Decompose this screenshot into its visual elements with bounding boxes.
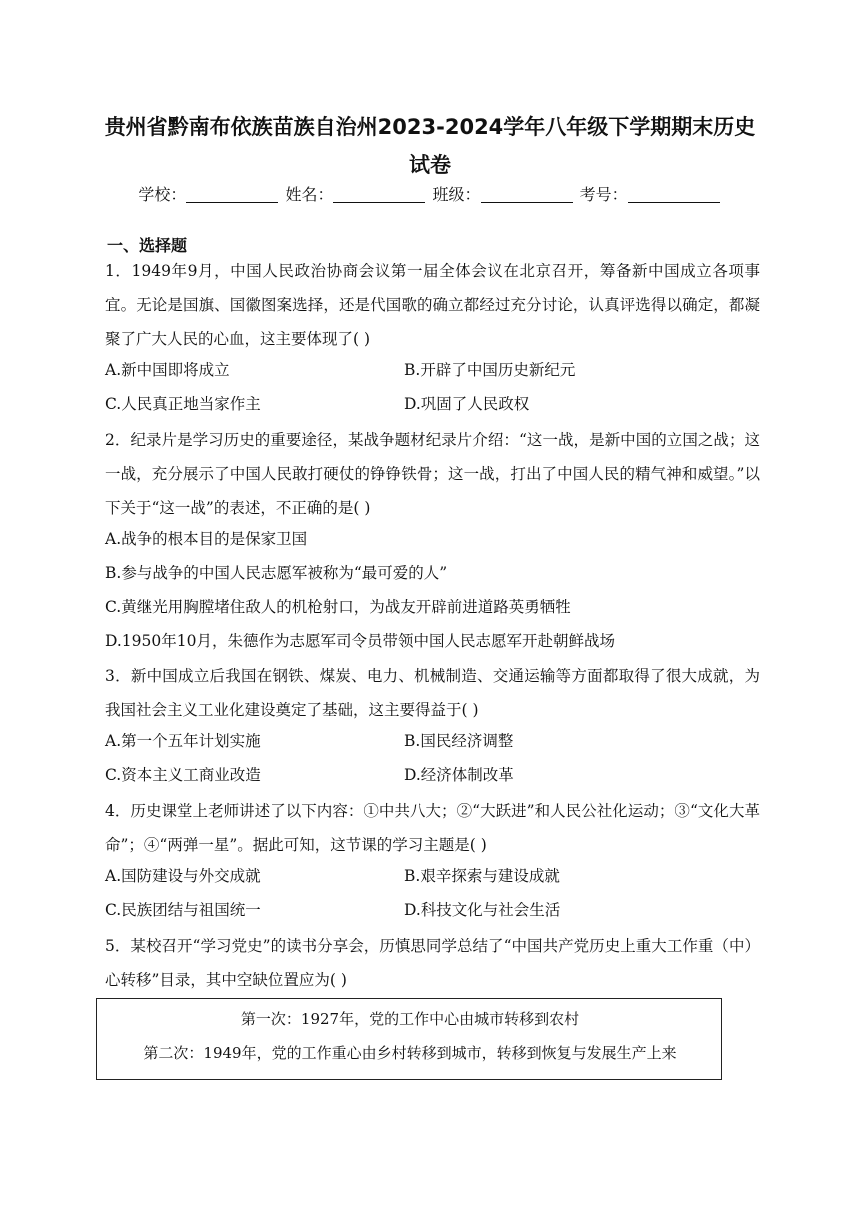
question-2-option-c[interactable]: C.黄继光用胸膛堵住敌人的机枪射口，为战友开辟前进道路英勇牺牲 xyxy=(105,598,571,616)
question-3-option-d[interactable]: D.经济体制改革 xyxy=(404,766,514,784)
question-3-stem: 3．新中国成立后我国在钢铁、煤炭、电力、机械制造、交通运输等方面都取得了很大成就，为我国社会主义工业化建设奠定了基础，这主要得益于( ) xyxy=(105,667,760,719)
question-1-option-a[interactable]: A.新中国即将成立 xyxy=(105,361,230,379)
question-4-stem: 4．历史课堂上老师讲述了以下内容：①中共八大；②“大跃进”和人民公社化运动；③“文化大革命”；④“两弹一星”。据此可知，这节课的学习主题是( ) xyxy=(105,802,760,854)
question-3-option-c[interactable]: C.资本主义工商业改造 xyxy=(105,766,261,784)
exam-title xyxy=(70,108,790,184)
table-row-1: 第一次：1927年，党的工作中心由城市转移到农村 xyxy=(240,1010,580,1028)
question-2-option-a[interactable]: A.战争的根本目的是保家卫国 xyxy=(105,530,308,548)
question-1-stem: 1．1949年9月，中国人民政治协商会议第一届全体会议在北京召开，筹备新中国成立各项事宜。无论是国旗、国徽图案选择，还是代国歌的确立都经过充分讨论，认真评选得以确定，都凝聚了广大人民的心血，这主要体现了( ) xyxy=(105,262,760,348)
table-row-2: 第二次：1949年，党的工作重心由乡村转移到城市，转移到恢复与发展生产上来 xyxy=(143,1044,677,1062)
question-2-option-b[interactable]: B.参与战争的中国人民志愿军被称为“最可爱的人” xyxy=(105,564,448,582)
question-3-option-a[interactable]: A.第一个五年计划实施 xyxy=(105,732,261,750)
question-5-table xyxy=(96,998,722,1080)
question-4-option-b[interactable]: B.艰辛探索与建设成就 xyxy=(404,867,560,885)
name-field[interactable] xyxy=(333,186,425,203)
title-line-1: 贵州省黔南布依族苗族自治州2023-2024学年八年级下学期期末历史 xyxy=(104,115,756,139)
class-field[interactable] xyxy=(481,186,573,203)
school-field[interactable] xyxy=(186,186,278,203)
title-line-2: 试卷 xyxy=(409,153,451,177)
question-4-option-c[interactable]: C.民族团结与祖国统一 xyxy=(105,901,261,919)
number-label: 考号： xyxy=(579,185,628,204)
question-5-stem: 5．某校召开“学习党史”的读书分享会，历慎思同学总结了“中国共产党历史上重大工作重（中）心转移”目录，其中空缺位置应为( ) xyxy=(105,937,760,989)
question-3-option-b[interactable]: B.国民经济调整 xyxy=(404,732,514,750)
number-field[interactable] xyxy=(628,186,720,203)
name-label: 姓名： xyxy=(285,185,334,204)
question-1-option-b[interactable]: B.开辟了中国历史新纪元 xyxy=(404,361,576,379)
question-2-option-d[interactable]: D.1950年10月，朱德作为志愿军司令员带领中国人民志愿军开赴朝鲜战场 xyxy=(105,632,615,650)
section-title: 一、选择题 xyxy=(107,236,188,255)
question-1-option-d[interactable]: D.巩固了人民政权 xyxy=(404,395,530,413)
question-1-option-c[interactable]: C.人民真正地当家作主 xyxy=(105,395,261,413)
student-info-row xyxy=(0,182,860,208)
question-2-stem: 2．纪录片是学习历史的重要途径，某战争题材纪录片介绍：“这一战，是新中国的立国之战；这一战，充分展示了中国人民敢打硬仗的铮铮铁骨；这一战，打出了中国人民的精气神和威望。”以下关于“这一战”的表述，不正确的是( ) xyxy=(105,431,760,517)
school-label: 学校： xyxy=(138,185,187,204)
question-4-option-a[interactable]: A.国防建设与外交成就 xyxy=(105,867,261,885)
question-4-option-d[interactable]: D.科技文化与社会生活 xyxy=(404,901,561,919)
class-label: 班级： xyxy=(432,185,481,204)
